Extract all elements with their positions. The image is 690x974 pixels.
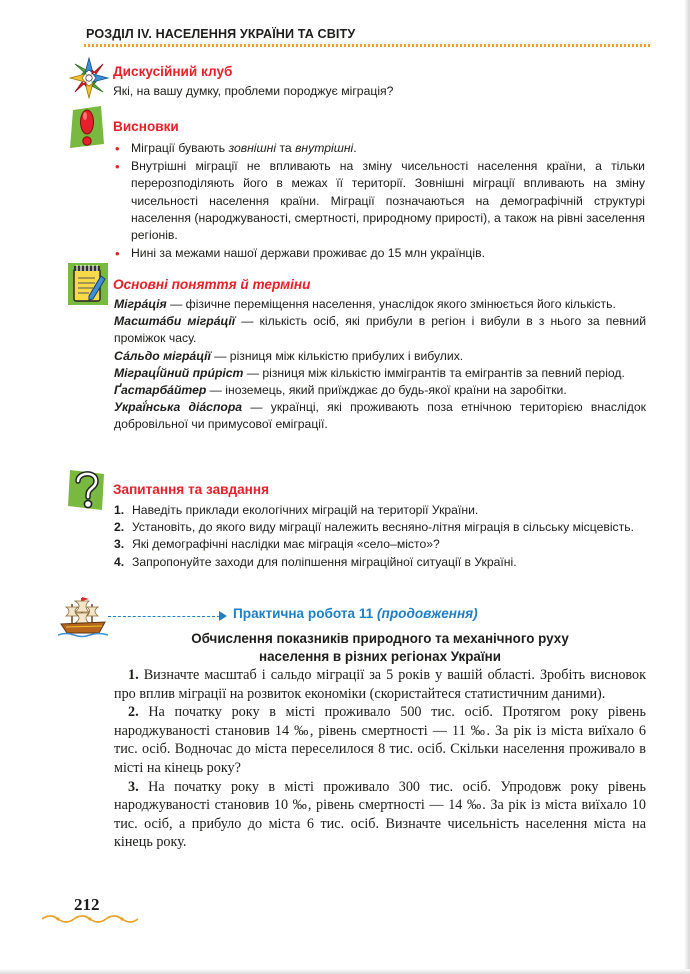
header-dotted-rule [84,44,650,47]
question-icon [66,466,108,517]
terms-list [114,296,646,434]
compass-arrows-icon [68,56,110,105]
practical-dashed-arrow-line [108,616,220,617]
list-item: • Міграції бувають зовнішні та внутрішні. [115,140,645,157]
conclusions-title: Висновки [113,119,179,134]
term-entry: Міграці́йний при́ріст — різниця між кількістю іммігрантів та емігрантів за певний період. [114,365,625,380]
list-item: • Нині за межами нашої держави проживає до 15 млн українців. [115,245,645,262]
practical-work-title: Обчислення показників природного та механічного руху населення в різних регіонах України [191,631,569,664]
problem-item: 2. На початку року в місті проживало 500 тис. осіб. Протягом року рівень народжуваності становив 14 ‰, рівень смертності — 11 ‰. За рік із міста виїхало 6 тис. осіб. Водночас до міста переселилося 8 тис. осіб. Скільки населення проживало в місті на кінець року? [114,704,646,776]
exclamation-icon [67,104,107,155]
term-entry: Масшта́би мігра́ції — кількість осіб, які прибули в регіон і вибули в з нього за певний проміжок часу. [114,314,646,346]
page-ornament-icon [40,912,140,931]
notepad-icon [67,262,109,311]
list-item: 3. Які демографічні наслідки має міграція «село–місто»? [114,537,440,552]
conclusions-list [115,140,645,262]
questions-title: Запитання та завдання [113,482,270,497]
problem-item: 3. На початку року в місті проживало 300 тис. осіб. Упродовж року рівень народжуваності становив 10 ‰, рівень смертності — 14 ‰. За рік із міста виїхало 10 тис. осіб, а прибуло до міста 6 тис. осіб. Визначте чисельність населення міста на кінець року. [114,778,646,851]
list-item: 2. Установіть, до якого виду міграції належить весняно-літня міграція в сільську місцевість. [114,520,634,535]
discussion-question: Які, на вашу думку, проблеми породжує міграція? [113,84,394,98]
practical-title: Практична робота 11 (продовження) [233,606,478,621]
practical-arrow-head-icon [219,611,227,621]
problem-item: 1. Визначте масштаб і сальдо міграції за 5 років у вашій області. Зробіть висновок про вплив міграції на розвиток економіки (скористайтеся статистичним даними). [114,667,646,702]
page-bottom-shadow [0,969,690,974]
term-entry: Ґастарба́йтер — іноземець, який приїжджає до будь-якої країни на заробітки. [114,383,567,398]
page-number: 212 [74,895,100,914]
sailing-ship-icon [58,596,108,643]
chapter-header [84,26,650,48]
term-entry: Украї́нська діа́спора — українці, які проживають поза етнічною територією внаслідок добровільної чи примусової еміграції. [114,400,646,432]
list-item: • Внутрішні міграції не впливають на зміну чисельності населення країни, а тільки перерозподіляють його в межах її території. Зовнішні міграції впливають на зміну чисельності населення країни. Міграції позначаються на демографічній структурі населення (народжуваності, смертності, природному прирості), а також на рівні заселення регіонів. [115,158,645,244]
term-entry: Са́льдо мігра́ції — різниця між кількістю прибулих і вибулих. [114,348,464,363]
page-edge-shadow [684,0,690,974]
list-item: 1. Наведіть приклади екологічних міграцій на території України. [114,503,479,517]
questions-list [114,502,646,571]
term-entry: Мігра́ція — фізичне переміщення населення, унаслідок якого змінюється його кількість. [114,297,616,311]
terms-title: Основні поняття й терміни [113,277,311,292]
practical-problems [114,666,646,852]
list-item: 4. Запропонуйте заходи для поліпшення міграційної ситуації в Україні. [114,554,517,569]
discussion-title: Дискусійний клуб [113,64,233,79]
chapter-title: РОЗДІЛ IV. НАСЕЛЕННЯ УКРАЇНИ ТА СВІТУ [86,27,356,41]
